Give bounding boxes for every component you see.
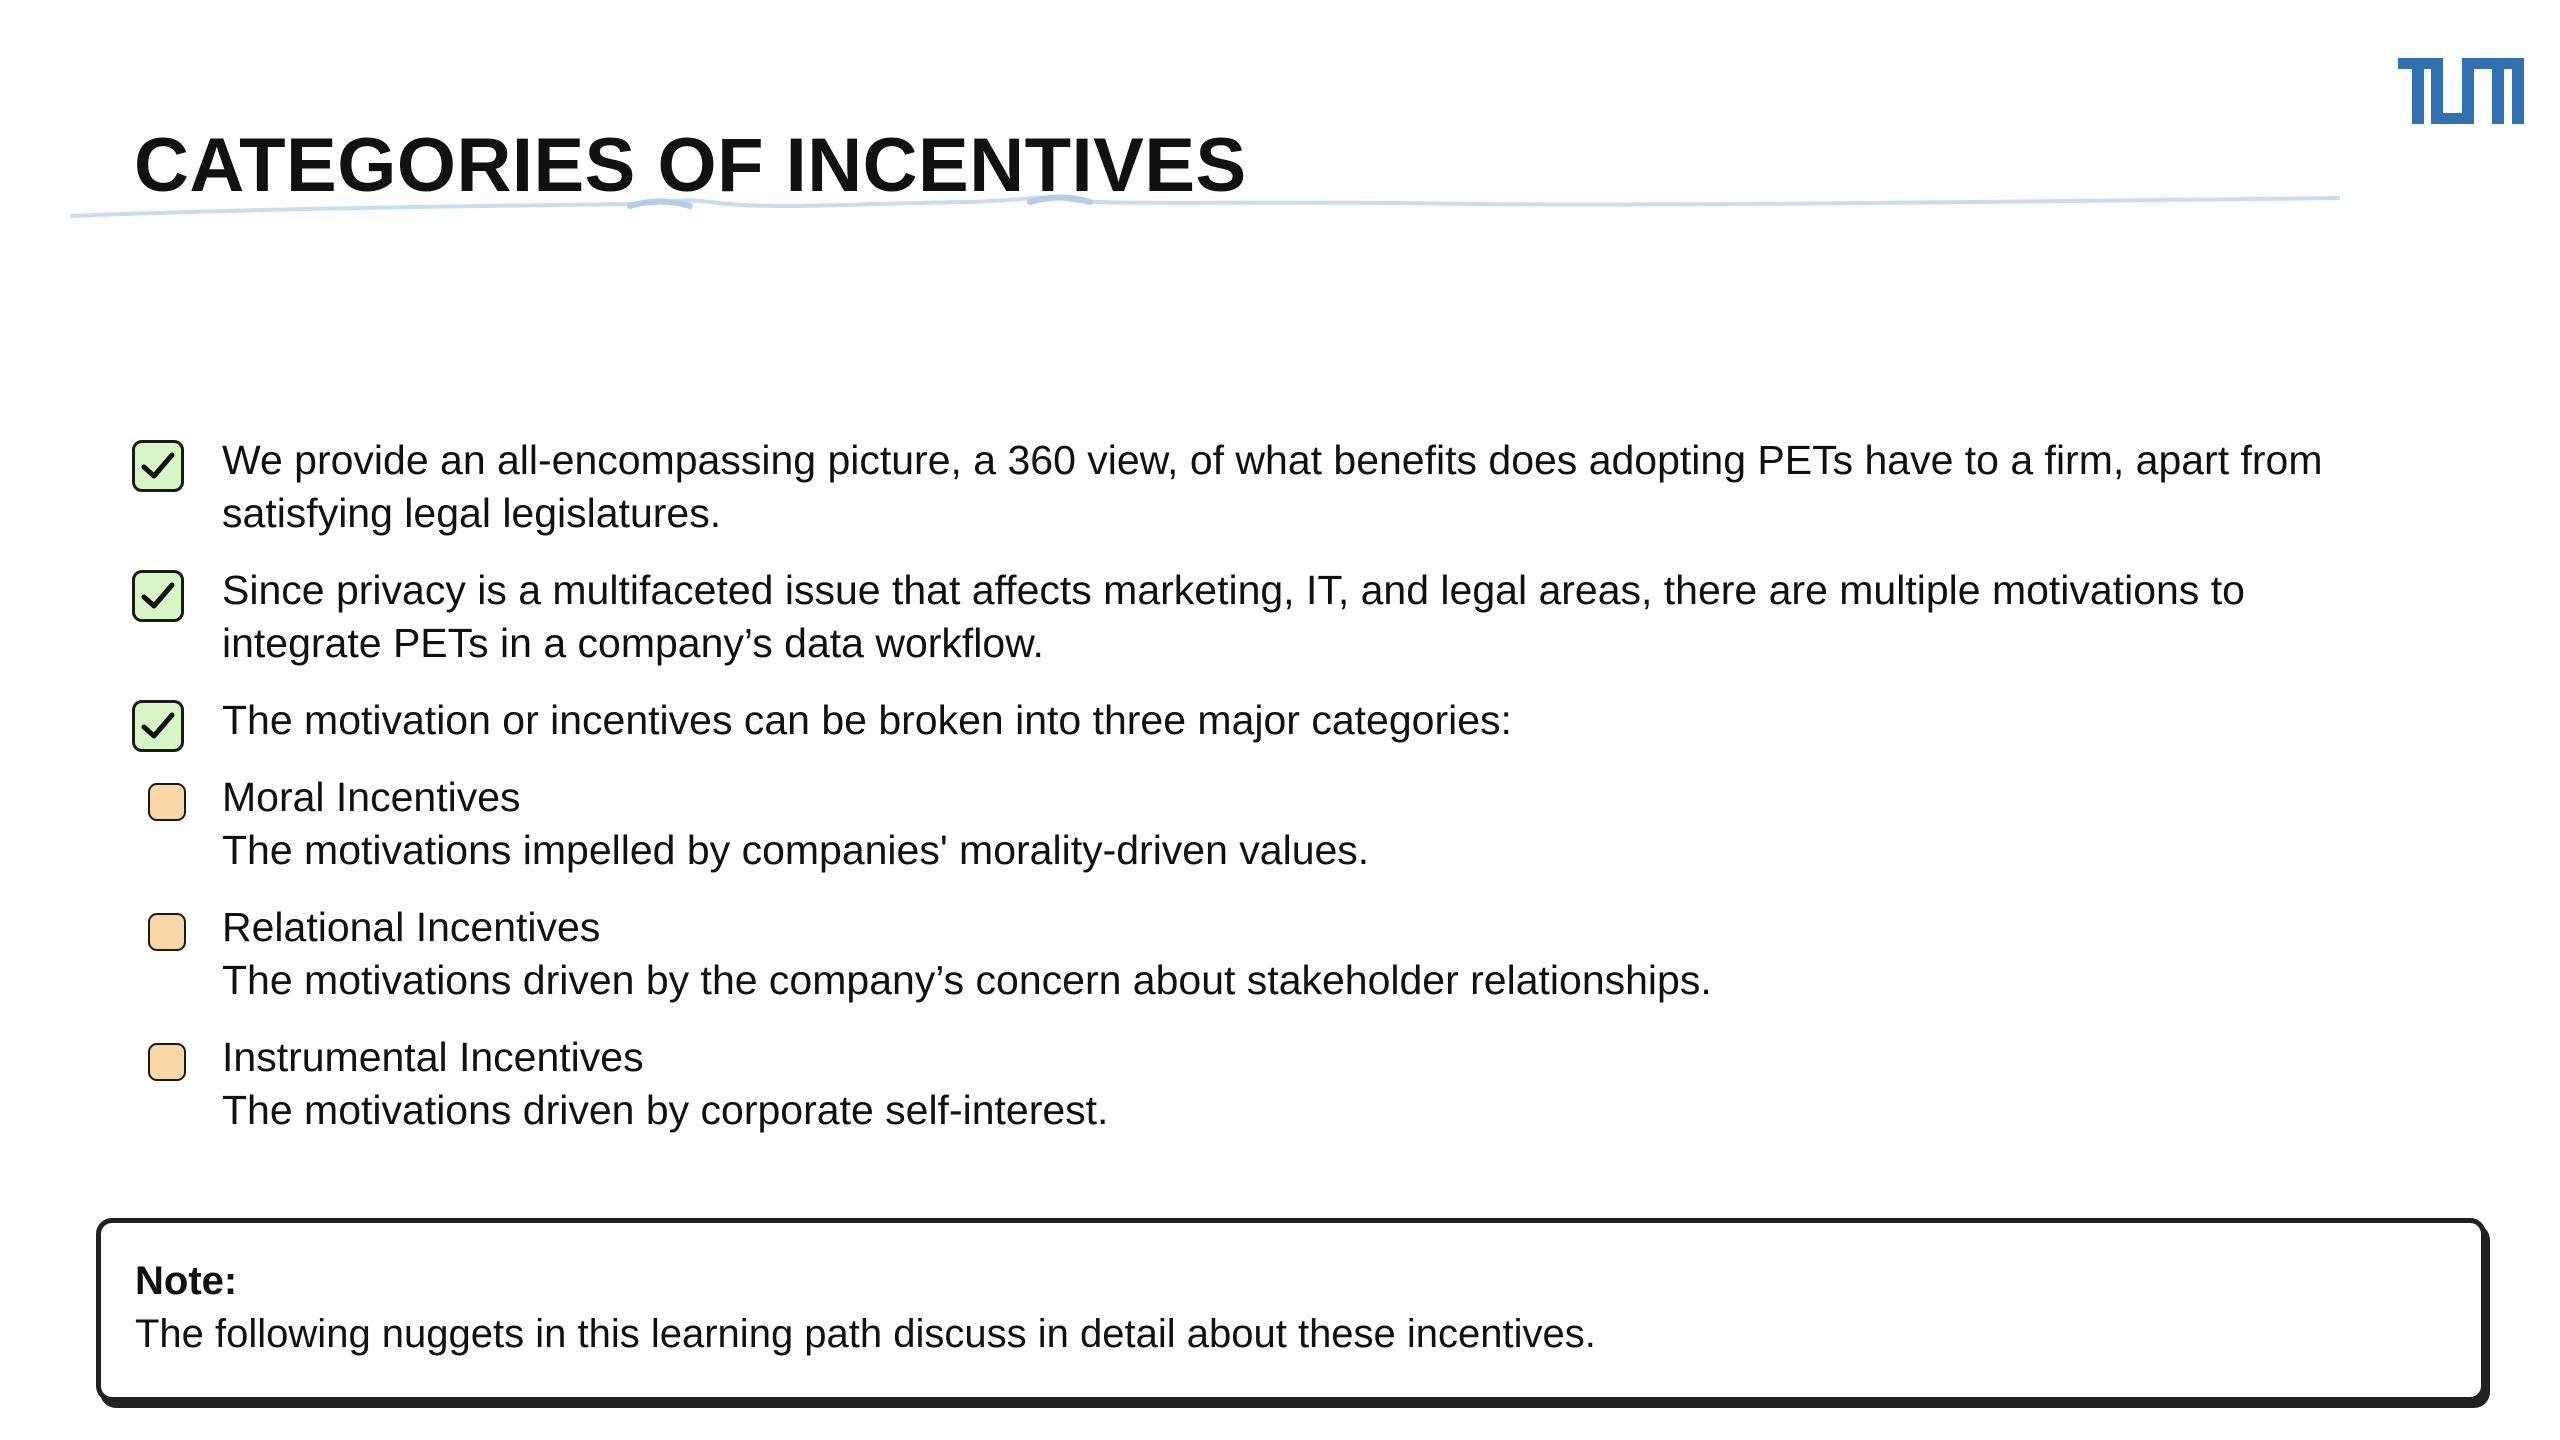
square-icon — [148, 1043, 186, 1081]
category-title: Instrumental Incentives — [222, 1034, 644, 1080]
category-description: The motivations driven by the company’s concern about stakeholder relationships. — [222, 957, 1712, 1003]
category-title: Relational Incentives — [222, 904, 601, 950]
square-icon — [148, 913, 186, 951]
title-underline — [70, 186, 2340, 222]
category-title: Moral Incentives — [222, 774, 521, 820]
note-text: The following nuggets in this learning path discuss in detail about these incentives. — [135, 1312, 1596, 1356]
note-box — [96, 1218, 2486, 1402]
list-item — [130, 564, 2390, 670]
square-icon — [148, 783, 186, 821]
list-item — [130, 434, 2390, 540]
bullet-text: We provide an all-encompassing picture, a 360 view, of what benefits does adopting PETs have to a firm, apart from satisfying legal legislatures. — [222, 437, 2323, 536]
checkmark-icon — [132, 440, 184, 492]
category-description: The motivations driven by corporate self-interest. — [222, 1087, 1109, 1133]
checkmark-icon — [132, 700, 184, 752]
list-item — [130, 694, 2390, 747]
note-label: Note: — [135, 1259, 238, 1303]
bullet-text: Since privacy is a multifaceted issue that affects marketing, IT, and legal areas, there are multiple motivations to integrate PETs in a company’s data workflow. — [222, 567, 2245, 666]
page-title: CATEGORIES OF INCENTIVES — [134, 123, 1247, 208]
bullet-list — [130, 434, 2390, 1161]
checkmark-icon — [132, 570, 184, 622]
category-description: The motivations impelled by companies' morality-driven values. — [222, 827, 1370, 873]
category-item-relational — [130, 901, 2390, 1007]
tum-logo-icon — [2398, 58, 2524, 124]
bullet-text: The motivation or incentives can be broken into three major categories: — [222, 697, 1512, 743]
category-item-moral — [130, 771, 2390, 877]
category-item-instrumental — [130, 1031, 2390, 1137]
